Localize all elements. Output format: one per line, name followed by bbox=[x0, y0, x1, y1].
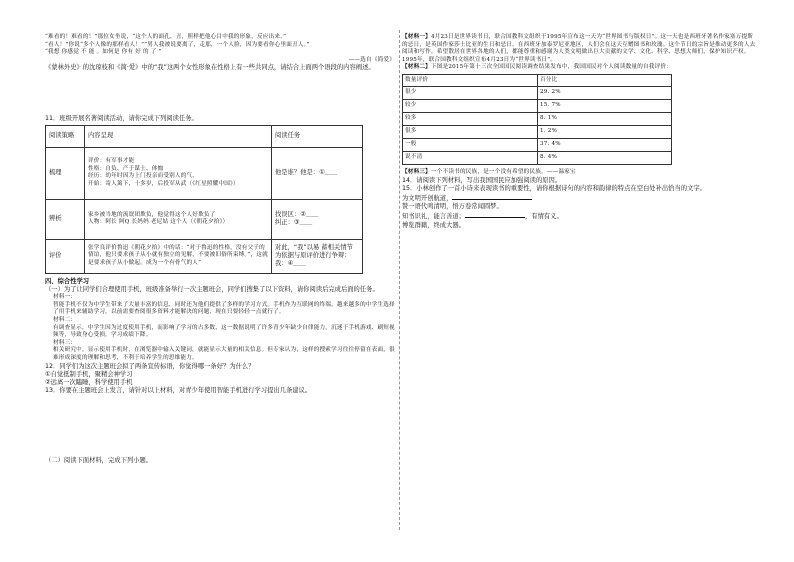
material-label: 【材料三】 bbox=[402, 168, 431, 175]
material-3-text: 相关研究中，显示使用手机时，在浏览器中输入关键词，就能显示大量的相关信息。但专家认为，这样的搜索学习往往停留在表面，很难形成深度的理解和思考，不利于培养学生的思维能力。 bbox=[53, 347, 395, 361]
row-strategy: 评价 bbox=[46, 239, 85, 273]
quote-source: ——选自《简爱》 bbox=[348, 56, 395, 63]
quote-line-1: “难看的！难看的！”那位女坐说，“这个人的面孔，丑，照样把他心目中我的形象，反应出来。” bbox=[45, 34, 287, 40]
section-4-intro: （一）为了让同学们合理使用手机，班级准备举行一次主题班会，同学们搜集了以下资料，请你阅读后完成后面的任务。 bbox=[45, 285, 379, 293]
th-content: 内容呈现 bbox=[85, 125, 272, 147]
row-content-line: 性格：自负、产于谋士、体恤 bbox=[88, 165, 164, 172]
material-2-intro: 下图是2015年第十三次全国国民阅读调查结果发布中，我国国民对个人阅读数量的自我评价： bbox=[430, 64, 672, 71]
poem-blank[interactable] bbox=[452, 193, 532, 200]
survey-cell: 较多 bbox=[403, 112, 538, 125]
row-content-line: 经历：幼年时因为上门投亲而受别人的气， bbox=[88, 173, 199, 180]
survey-cell: 29. 2% bbox=[538, 86, 672, 99]
row-task: 纠正：③＿＿ bbox=[275, 219, 313, 227]
section-4-title: 四、综合性学习 bbox=[45, 277, 90, 285]
question-12: 12．同学们为这次主题班会拟了两条宣传标语，你觉得哪一条好？为什么？ bbox=[45, 362, 255, 370]
th-task: 阅读任务 bbox=[272, 125, 363, 147]
material-2-title: 材料二： bbox=[53, 316, 77, 323]
survey-cell: 8. 1% bbox=[538, 112, 672, 125]
row-content-line: 开始：寄人篱下，十多岁，后投军从武（《红星照耀中国》） bbox=[88, 180, 239, 187]
table-row bbox=[403, 151, 672, 164]
survey-cell: 很少 bbox=[403, 86, 538, 99]
survey-cell: 37. 4% bbox=[538, 138, 672, 151]
material-label: 【材料一】 bbox=[402, 34, 431, 40]
question-11: 11．班级开展名著阅读活动，请你完成下列阅读任务。 bbox=[45, 114, 198, 122]
row-task: 他是谁？他是：①＿＿ bbox=[272, 147, 363, 199]
survey-cell: 说不清 bbox=[403, 151, 538, 164]
poem-line-2: 赞一语代鸣清明，悟万卷常闻圆梦。 bbox=[402, 203, 503, 211]
question-12-option-1: ①自觉抵制手机，聚精会神学习 bbox=[45, 370, 133, 378]
survey-table bbox=[402, 74, 672, 165]
question-10: 《蒙林外史》的沈琼枝和《简·爱》中的“我”这两个女性形象在性格上有一些共同点，请结合上面两个语段的内容阐述。 bbox=[45, 64, 375, 72]
quote-line-3: “我想 你感觉 不 能 。如何是 你有 好 的 了 ” bbox=[45, 49, 162, 56]
reading-task-table bbox=[45, 125, 363, 274]
survey-cell: 很多 bbox=[403, 125, 538, 138]
table-row bbox=[46, 199, 363, 239]
table-row bbox=[46, 147, 363, 199]
survey-header: 数量评价 bbox=[403, 74, 538, 86]
material-1-title: 材料一： bbox=[53, 294, 77, 301]
survey-cell: 8. 4% bbox=[538, 151, 672, 164]
table-row bbox=[403, 125, 672, 138]
material-1-text: 智能手机不仅为中学生带来了大量丰富的信息，同时还为他们提供了多样的学习方式。手机作为互联网的终端，越来越多的中学生选择了用手机来辅助学习，以前需要查阅很多资料才能解决的问题，现在只要轻轻一点就行了。 bbox=[53, 301, 395, 316]
material-2-text: 有调查显示，中学生因为过度使用手机，而影响了学习的占多数，这一数据说明了许多青少年缺少自律能力。沉迷于手机游戏、刷短视频等，导致身心受损，学习成绩下降。 bbox=[53, 324, 395, 339]
row-content-line: 家乡被当地的流氓团欺负，他觉得这个人好欺负了 bbox=[88, 211, 216, 218]
question-13: 13．你要在主题班会上发言，请针对以上材料，对青少年使用智能手机进行学习提出几条建议。 bbox=[45, 387, 312, 395]
survey-cell: 15. 7% bbox=[538, 99, 672, 112]
row-content-line: 人物：阿长 阿Q 长妈妈 老尼姑 这个人（《朝花夕拾》） bbox=[88, 219, 229, 226]
row-task: 找误区：②＿＿ bbox=[275, 211, 319, 219]
row-strategy: 辨析 bbox=[46, 199, 85, 239]
row-strategy: 梳理 bbox=[46, 147, 85, 199]
answer-space bbox=[45, 73, 395, 115]
material-3-title: 材料三： bbox=[53, 339, 77, 346]
table-row bbox=[403, 99, 672, 112]
question-15: 15．小林创作了一首小诗来表现读书的重要性，请你根据诗句的内容和韵律的特点在空白处补出恰当的文字。 bbox=[402, 184, 706, 192]
survey-cell: 1. 2% bbox=[538, 125, 672, 138]
row-task: 对此，“我”以易 蓄相关情节为依据与原评价进行争辩：我：④＿＿ bbox=[272, 239, 363, 273]
poem-blank[interactable] bbox=[465, 211, 525, 218]
th-strategy: 阅读策略 bbox=[46, 125, 85, 147]
material-3-text: 一个不读书的民族，是一个没有希望的民族。——温家宝 bbox=[430, 168, 576, 175]
quote-line-2: “看人！”你说“多个人像的那样看人！””男人我被说要离了，走那，一个人脸，因为要看你心里面丑人。” bbox=[45, 41, 310, 48]
poem-text: 知书识礼，能言善道； bbox=[402, 213, 465, 221]
material-1-text: 4月23日是世界读书日，联合国教科文组织于1995年宣布这一天为“世界图书与版权日”。这一天也是西班牙著名作家塞万提斯的忌日，是英国作家莎士比亚的生日和忌日。在西班牙加泰罗尼亚地区，人们会在这天互赠图书和玫瑰。这个节日的宗旨是推动更多的人去阅读和写作，希望散居在世界各地的人们，都能尊重和感谢为人类文明做出巨大贡献的文学、文化、科学、思想大师们，保护知识产权。1995年，联合国教科文组织宣布4月23日为“世界读书日”。 bbox=[402, 34, 756, 63]
right-column bbox=[402, 34, 757, 230]
poem-line-1 bbox=[402, 193, 757, 203]
poem-text: ，有情有义。 bbox=[524, 213, 563, 221]
section-b-title: （二）阅读下面材料，完成下列小题。 bbox=[45, 457, 153, 465]
survey-header: 百分比 bbox=[538, 74, 672, 86]
table-row bbox=[403, 138, 672, 151]
survey-cell: 较少 bbox=[403, 99, 538, 112]
table-row bbox=[403, 86, 672, 99]
poem-text: 为文明开创航道， bbox=[402, 194, 453, 202]
left-column bbox=[45, 34, 395, 466]
survey-cell: 一般 bbox=[403, 138, 538, 151]
poem-line-3 bbox=[402, 211, 757, 221]
table-row bbox=[403, 112, 672, 125]
material-label: 【材料二】 bbox=[402, 64, 431, 71]
column-divider bbox=[399, 30, 400, 530]
question-14: 14．请阅读下列材料，写出我国国民应加强阅读的原因。 bbox=[402, 176, 562, 184]
table-row bbox=[46, 239, 363, 273]
row-content-line: 评价：有军事才能 bbox=[88, 158, 135, 165]
row-content: 张学良评价鲁迅《朝花夕拾》中的话：“对于鲁迅的性格，没有父子的情谊，他只要求孩子从小就有独立的见解，不要被旧俗所束缚。”，这就是要求孩子从小做起，成为一个有骨气的人” bbox=[85, 239, 272, 273]
poem-line-4: 博览群籍，终成大器。 bbox=[402, 221, 465, 229]
question-12-option-2: ②远离一次瞌睡，科学使用手机 bbox=[45, 378, 133, 386]
